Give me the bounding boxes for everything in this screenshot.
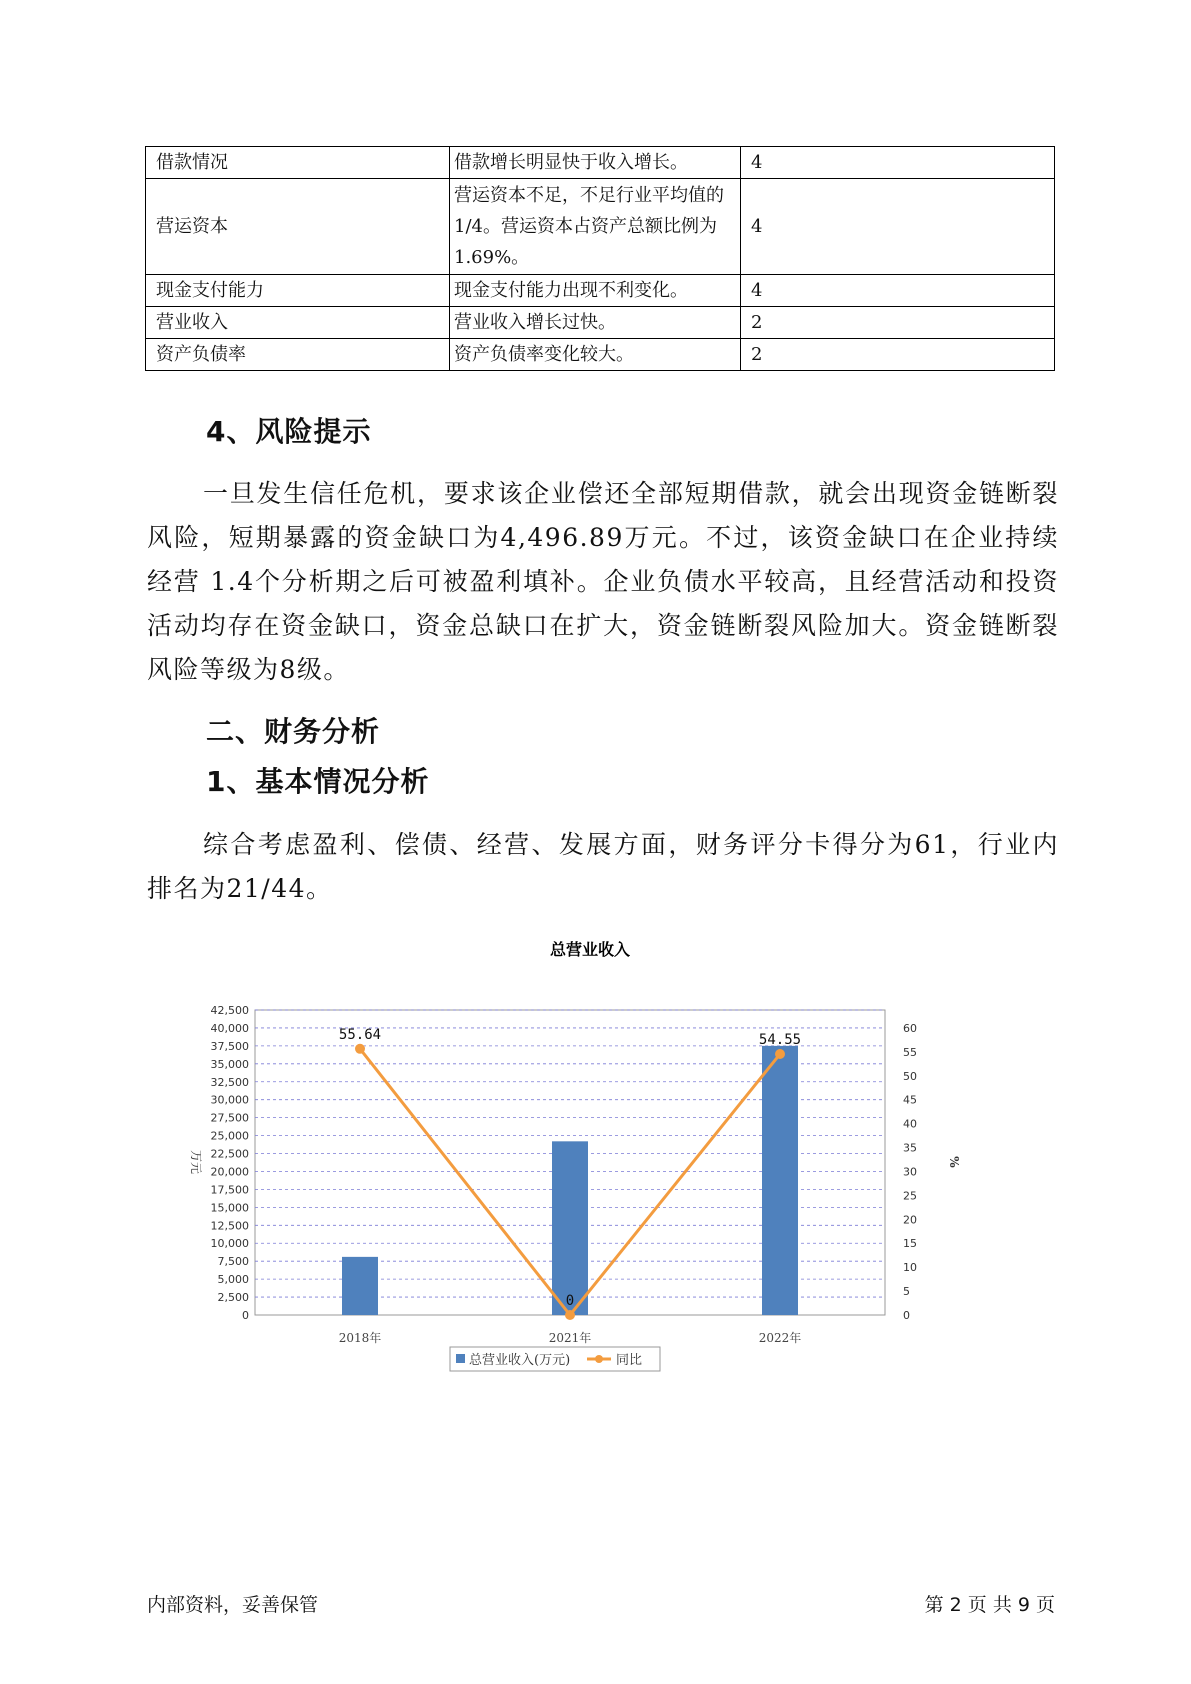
legend-label-revenue: 总营业收入(万元)	[469, 1353, 571, 1368]
y2-tick-label: 50	[903, 1069, 917, 1083]
table-row	[146, 307, 1055, 339]
table-row	[146, 179, 1055, 275]
risk-desc-cell: 借款增长明显快于收入增长。	[450, 147, 741, 179]
x-tick-label: 2021年	[548, 1331, 592, 1345]
y-tick-label: 22,500	[210, 1147, 249, 1161]
y2-tick-label: 10	[903, 1261, 917, 1275]
y2-tick-label: 30	[903, 1165, 917, 1179]
bar	[552, 1141, 588, 1315]
risk-score-cell: 4	[741, 147, 1055, 179]
y2-tick-label: 45	[903, 1093, 917, 1107]
risk-paragraph: 一旦发生信任危机，要求该企业偿还全部短期借款，就会出现资金链断裂风险，短期暴露的资金缺口为4,496.89万元。不过，该资金缺口在企业持续经营 1.4个分析期之后可被盈利填补。企业负债水平较高，且经营活动和投资活动均存在资金缺口，资金总缺口在扩大，资金链断裂风险加大。资金链断裂风险等级为8级。	[147, 479, 1059, 684]
y2-tick-label: 20	[903, 1213, 917, 1227]
y-tick-label: 0	[242, 1309, 249, 1322]
risk-item-cell: 资产负债率	[146, 339, 450, 371]
y2-tick-label: 35	[903, 1141, 917, 1155]
data-label: 55.64	[338, 1026, 382, 1043]
table-row	[146, 147, 1055, 179]
y2-axis-label: %	[947, 1156, 961, 1168]
data-label: 54.55	[758, 1032, 802, 1049]
y-tick-label: 42,500	[210, 1004, 249, 1017]
y-tick-label: 35,000	[210, 1057, 249, 1071]
basic-section-title: 1、基本情况分析	[206, 765, 430, 798]
risk-desc-cell: 营运资本不足，不足行业平均值的1/4。营运资本占资产总额比例为1.69%。	[450, 179, 741, 275]
footer-note: 内部资料，妥善保管	[147, 1594, 319, 1616]
legend-swatch-marker	[595, 1355, 603, 1363]
x-tick-label: 2018年	[338, 1331, 382, 1345]
x-tick-label: 2022年	[758, 1331, 802, 1345]
y2-tick-label: 55	[903, 1045, 917, 1059]
y-tick-label: 17,500	[210, 1183, 249, 1197]
risk-score-cell: 2	[741, 307, 1055, 339]
y-tick-label: 5,000	[217, 1273, 249, 1287]
bar	[342, 1257, 378, 1315]
y2-tick-label: 5	[903, 1285, 910, 1299]
y-tick-label: 25,000	[210, 1129, 249, 1143]
table-row	[146, 339, 1055, 371]
y-axis-label: 万元	[189, 1149, 203, 1175]
y-tick-label: 10,000	[210, 1237, 249, 1251]
y-tick-label: 30,000	[210, 1093, 249, 1107]
basic-paragraph: 综合考虑盈利、偿债、经营、发展方面，财务评分卡得分为61，行业内排名为21/44。	[147, 830, 1059, 903]
y2-tick-label: 40	[903, 1117, 917, 1131]
y-tick-label: 12,500	[210, 1219, 249, 1233]
risk-item-cell: 营运资本	[146, 179, 450, 275]
risk-desc-cell: 营业收入增长过快。	[450, 307, 741, 339]
risk-table	[145, 146, 1055, 371]
y2-tick-label: 25	[903, 1189, 917, 1203]
risk-desc-cell: 资产负债率变化较大。	[450, 339, 741, 371]
y-tick-label: 40,000	[210, 1021, 249, 1035]
yoy-point	[355, 1044, 365, 1054]
risk-item-cell: 借款情况	[146, 147, 450, 179]
y-tick-label: 27,500	[210, 1111, 249, 1125]
data-label: 0	[565, 1293, 575, 1309]
y2-tick-label: 15	[903, 1237, 917, 1251]
revenue-chart	[170, 935, 1010, 1395]
risk-score-cell: 4	[741, 275, 1055, 307]
y-tick-label: 7,500	[217, 1255, 249, 1269]
table-row	[146, 275, 1055, 307]
finance-section-title: 二、财务分析	[206, 715, 381, 748]
y-tick-label: 37,500	[210, 1039, 249, 1053]
y-tick-label: 32,500	[210, 1075, 249, 1089]
yoy-point	[565, 1310, 575, 1320]
risk-section-title: 4、风险提示	[206, 415, 372, 448]
risk-item-cell: 现金支付能力	[146, 275, 450, 307]
legend-label-yoy: 同比	[616, 1353, 643, 1368]
risk-score-cell: 2	[741, 339, 1055, 371]
y-tick-label: 20,000	[210, 1165, 249, 1179]
bar	[762, 1046, 798, 1315]
y-tick-label: 15,000	[210, 1201, 249, 1215]
yoy-point	[775, 1049, 785, 1059]
page-number: 第 2 页 共 9 页	[924, 1594, 1055, 1616]
y-tick-label: 2,500	[217, 1291, 249, 1305]
risk-score-cell: 4	[741, 179, 1055, 275]
y2-tick-label: 60	[903, 1021, 917, 1035]
risk-item-cell: 营业收入	[146, 307, 450, 339]
chart-title: 总营业收入	[549, 940, 631, 959]
y2-tick-label: 0	[903, 1309, 910, 1322]
legend-swatch-bar	[456, 1354, 465, 1363]
risk-desc-cell: 现金支付能力出现不利变化。	[450, 275, 741, 307]
